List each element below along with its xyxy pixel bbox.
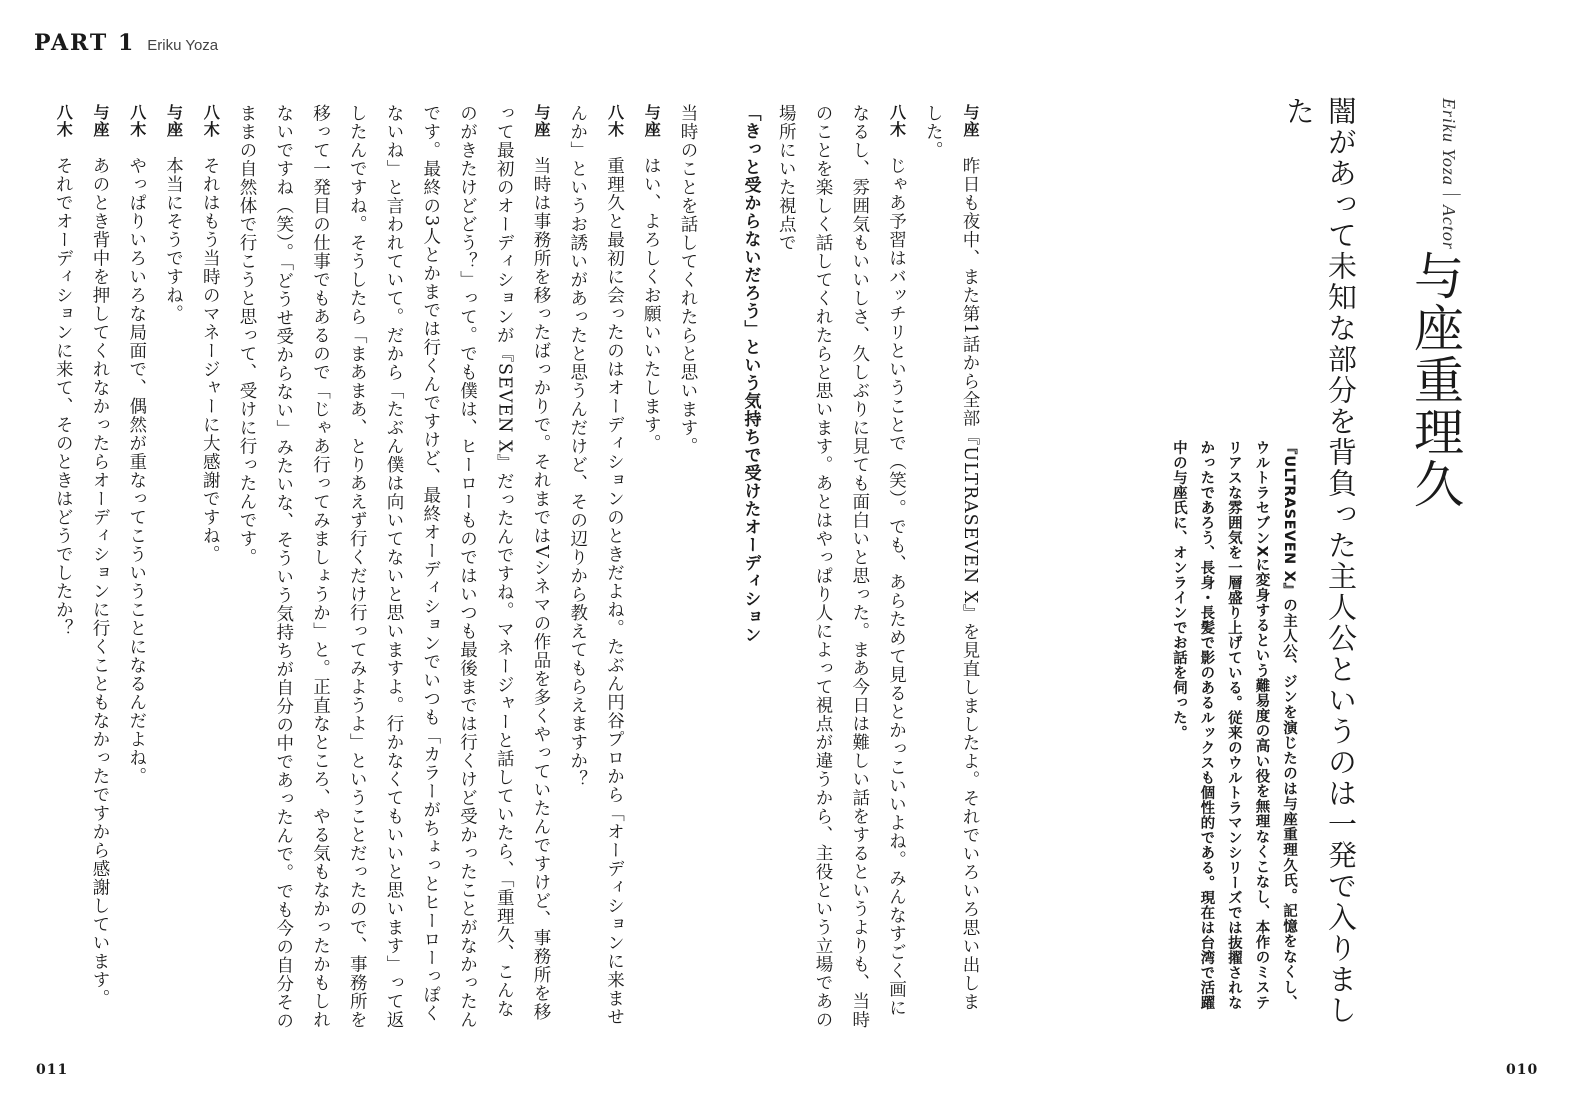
speaker-label: 与座 (532, 104, 551, 138)
interview-entry (633, 104, 670, 1034)
interview-continuation: した。 (923, 104, 944, 160)
speaker-label: 与座 (961, 104, 980, 138)
page-number-left: 011 (36, 1062, 69, 1078)
interview-text: 重理久と最初に会ったのはオーディションのときだよね。たぶん円谷プロから「オーディションに来ませんか」というお誘いがあったと思うんだけど、その辺りから教えてもらえますか？ (567, 104, 625, 1027)
interview-entry (155, 104, 192, 1034)
interview-body-right (732, 104, 988, 1034)
interview-text: あのとき背中を押してくれなかったらオーディションに行くこともなかったですから感謝しています。 (90, 156, 110, 1008)
speaker-label: 与座 (164, 104, 184, 138)
speaker-label: 与座 (91, 104, 110, 138)
speaker-label: 八木 (54, 104, 74, 138)
interview-text: それでオーディションに来て、そのときはどうでしたか？ (53, 156, 74, 638)
speaker-label: 与座 (642, 104, 662, 138)
interview-entry (81, 104, 118, 1034)
speaker-label: 八木 (887, 104, 907, 138)
interview-entry (559, 104, 633, 1034)
interview-text: じゃあ予習はバッチリということで（笑）。でも、あらためて見るとかっこいいよね。みんなすごく画になるし、雰囲気もいいしさ、久しぶりに見ても面白いと思った。まあ今日は難しい話をするというよりも、当時のことを楽しく話してくれたらと思います。あとはやっぱり人によって視点が違うから、主役という立場であの場所にいた視点で (776, 104, 907, 1029)
interview-continuation: 当時のことを話してくれたらと思います。 (678, 104, 698, 456)
interview-text: それはもう当時のマネージャーに大感謝ですね。 (200, 156, 221, 564)
part-label: PART 1 (34, 30, 136, 56)
interview-entry (951, 104, 988, 1034)
interview-entry (768, 104, 915, 1034)
name-english: Eriku Yoza｜Actor (1439, 98, 1459, 250)
interview-text: はい、よろしくお願いいたします。 (641, 156, 662, 453)
interview-entry (45, 104, 82, 1034)
speaker-label: 八木 (605, 104, 625, 138)
running-head (34, 30, 218, 56)
speaker-label: 八木 (127, 104, 147, 138)
interview-text: 当時は事務所を移ったばっかりで。それまではVシネマの作品を多くやっていたんですけど、事務所を移って最初のオーディションが『SEVEN X』だったんですね。マネージャーと話していたら、「重理久、こんなのがきたけどどう？」って。でも僕は、ヒーローものではいつも最後までは行くけど受かったことがなかったんです。最終の3人とかまでは行くんですけど、最終オーディションでいつも「カラーがちょっとヒーローっぽくないね」と言われていて。だから「たぶん僕は向いてないと思いますよ。行かなくてもいいと思います」って返したんですね。そうしたら「まあまあ、とりあえず行くだけ行ってみようよ」ということだったので、事務所を移って一発目の仕事でもあるので「じゃあ行ってみましょうか」と。正直なところ、やる気もなかったかもしれないですね（笑）。「どうせ受からない」みたいな、そういう気持ちが自分の中であったんで。でも今の自分そのままの自然体で行こうと思って、受けに行ったんです。 (237, 104, 551, 1030)
lead-paragraph: 『ULTRASEVEN X』の主人公、ジンを演じたのは与座重理久氏。記憶をなくし、ウルトラセブンXに変身するという難易度の高い役を無理なくこなし、本作のミステリアスな雰囲気を一層盛り上げている。従来のウルトラマンシリーズでは抜擢されなかったであろう、長身・長髪で影のあるルックスも個性的である。現在は台湾で活躍中の与座氏に、オンラインでお話を伺った。 (1170, 440, 1297, 1010)
interview-text: 本当にそうですね。 (163, 156, 184, 324)
page-number-right: 010 (1506, 1062, 1539, 1078)
interview-body-left (45, 104, 707, 1034)
interview-entry (192, 104, 229, 1034)
speaker-label: 八木 (201, 104, 221, 138)
name-japanese: 与座重理久 (1406, 249, 1464, 510)
interview-text: やっぱりいろいろな局面で、偶然が重なってこういうことになるんだよね。 (126, 156, 147, 786)
interview-text: 昨日も夜中、また第1話から全部『ULTRASEVEN X』を見直しましたよ。それでいろいろ思い出しま (960, 156, 980, 1012)
part-name: Eriku Yoza (147, 37, 219, 54)
interview-entry (228, 104, 559, 1034)
section-heading: 「きっと受からないだろう」という気持ちで受けたオーディション (740, 104, 761, 644)
interview-entry (118, 104, 155, 1034)
profile-name-block (1407, 96, 1462, 566)
article-headline: 闇があって未知な部分を背負った主人公というのは一発で入りました (1281, 96, 1358, 1026)
